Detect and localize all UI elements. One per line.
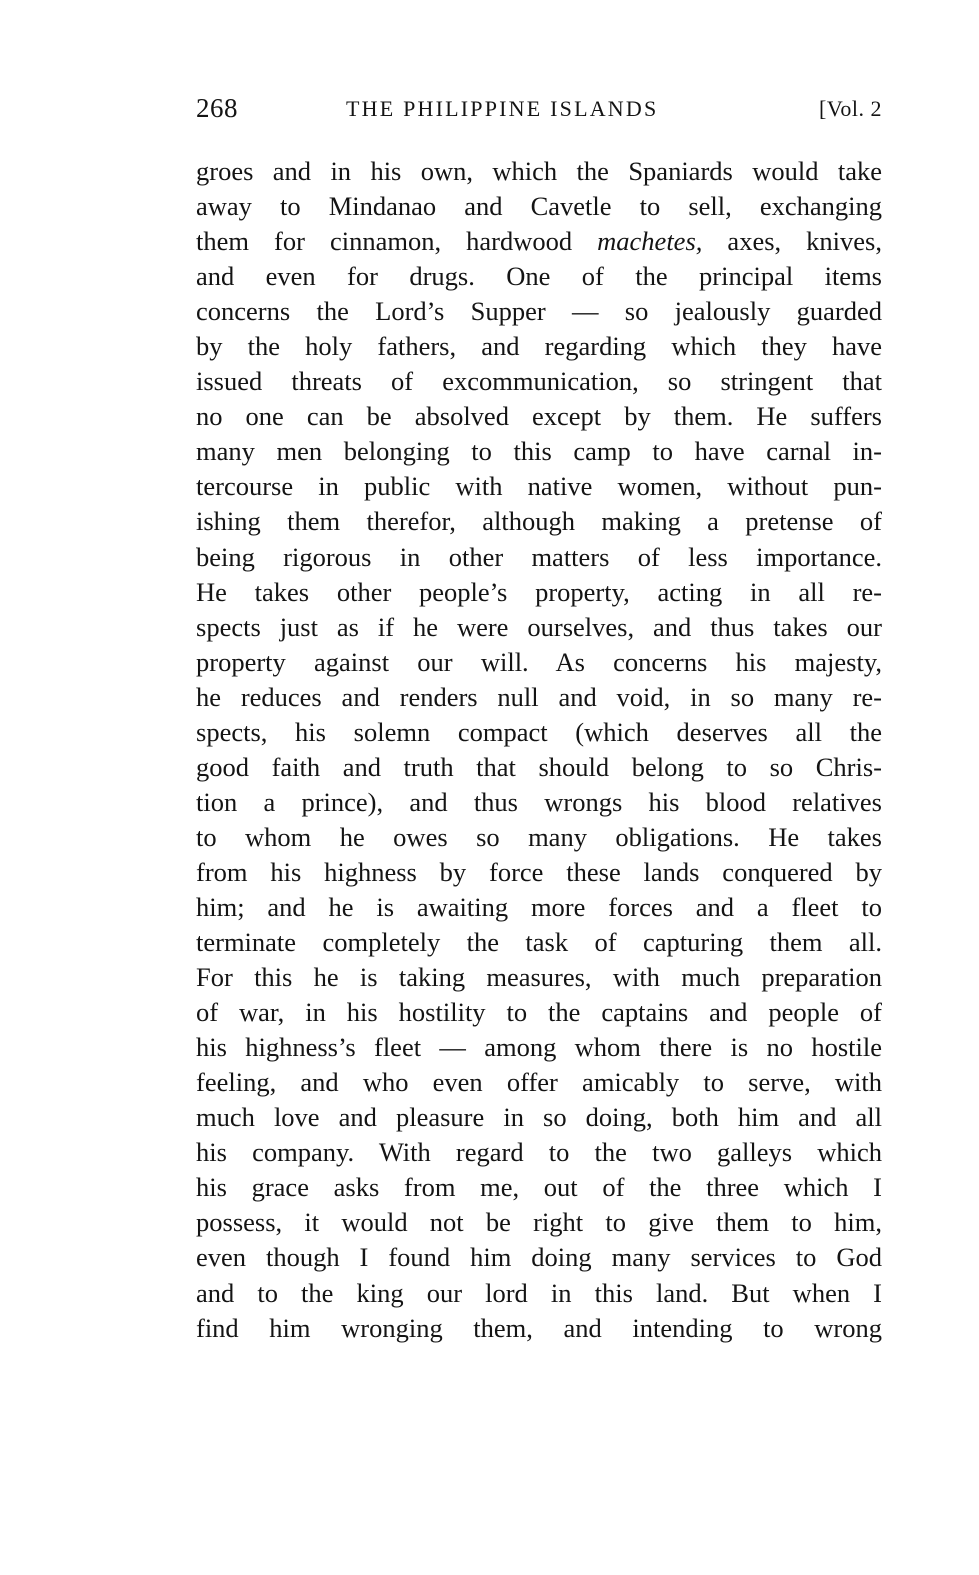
- text-segment: from his highness by force these lands conquered by: [196, 856, 882, 887]
- text-line: [196, 294, 882, 329]
- text-segment: his grace asks from me, out of the three which I: [196, 1172, 882, 1203]
- text-segment: concerns the Lord’s Supper — so jealously guarded: [196, 296, 882, 327]
- text-line: [196, 189, 882, 224]
- text-line: [196, 1311, 882, 1346]
- text-segment: and to the king our lord in this land. But when I: [196, 1277, 882, 1308]
- running-title: THE PHILIPPINE ISLANDS: [346, 96, 659, 121]
- text-line: [196, 469, 882, 504]
- text-line: [196, 1205, 882, 1240]
- italic-term: machetes,: [597, 226, 703, 257]
- text-line: [196, 575, 882, 610]
- text-segment: tercourse in public with native women, without pun-: [196, 471, 882, 502]
- text-line: [196, 960, 882, 995]
- volume-label: [Vol. 2: [819, 96, 882, 121]
- text-line: [196, 259, 882, 294]
- text-segment: tion a prince), and thus wrongs his blood relatives: [196, 786, 882, 817]
- text-segment: ishing them therefor, although making a pretense of: [196, 506, 882, 537]
- text-line: [196, 1030, 882, 1065]
- text-line: [196, 645, 882, 680]
- page-number: 268: [196, 93, 238, 123]
- text-line: [196, 1135, 882, 1170]
- text-line: [196, 399, 882, 434]
- text-line: [196, 540, 882, 575]
- text-line: [196, 925, 882, 960]
- text-segment: to whom he owes so many obligations. He takes: [196, 821, 882, 852]
- text-segment: his company. With regard to the two galleys which: [196, 1137, 882, 1168]
- text-segment: possess, it would not be right to give them to him,: [196, 1207, 882, 1238]
- text-segment: property against our will. As concerns his majesty,: [196, 646, 882, 677]
- text-segment: his highness’s fleet — among whom there is no hostile: [196, 1032, 882, 1063]
- text-line: [196, 785, 882, 820]
- text-segment: He takes other people’s property, acting in all re-: [196, 576, 882, 607]
- text-segment: no one can be absolved except by them. He suffers: [196, 401, 882, 432]
- text-segment: him; and he is awaiting more forces and a fleet to: [196, 891, 882, 922]
- text-line: [196, 1276, 882, 1311]
- text-line: [196, 610, 882, 645]
- text-line: [196, 680, 882, 715]
- text-line: [196, 1240, 882, 1275]
- text-segment: many men belonging to this camp to have carnal in-: [196, 436, 882, 467]
- text-line: [196, 750, 882, 785]
- text-segment: of war, in his hostility to the captains and people of: [196, 997, 882, 1028]
- text-segment: away to Mindanao and Cavetle to sell, exchanging: [196, 191, 882, 222]
- text-line: [196, 1065, 882, 1100]
- text-segment: by the holy fathers, and regarding which they have: [196, 331, 882, 362]
- text-line: [196, 715, 882, 750]
- text-line: [196, 1100, 882, 1135]
- page-header: [196, 93, 882, 127]
- text-segment: spects, his solemn compact (which deserves all the: [196, 716, 882, 747]
- text-line: [196, 364, 882, 399]
- text-segment: axes, knives,: [702, 226, 882, 257]
- text-segment: being rigorous in other matters of less importance.: [196, 541, 882, 572]
- text-line: [196, 890, 882, 925]
- text-segment: feeling, and who even offer amicably to serve, with: [196, 1067, 882, 1098]
- text-segment: issued threats of excommunication, so stringent that: [196, 366, 882, 397]
- text-line: [196, 434, 882, 469]
- text-line: [196, 995, 882, 1030]
- text-segment: groes and in his own, which the Spaniards would take: [196, 156, 882, 186]
- text-segment: spects just as if he were ourselves, and thus takes our: [196, 611, 882, 642]
- text-segment: and even for drugs. One of the principal items: [196, 261, 882, 292]
- body-text: [196, 154, 882, 1346]
- text-line: [196, 329, 882, 364]
- text-segment: good faith and truth that should belong to so Chris-: [196, 751, 882, 782]
- text-line: [196, 855, 882, 890]
- text-line: [196, 154, 882, 189]
- text-segment: terminate completely the task of capturing them all.: [196, 927, 882, 958]
- text-segment: he reduces and renders null and void, in so many re-: [196, 681, 882, 712]
- text-line: [196, 1170, 882, 1205]
- text-line: [196, 820, 882, 855]
- text-line: [196, 224, 882, 259]
- text-segment: find him wronging them, and intending to wrong: [196, 1312, 882, 1343]
- text-segment: much love and pleasure in so doing, both him and all: [196, 1102, 882, 1133]
- text-segment: For this he is taking measures, with much preparation: [196, 962, 882, 993]
- text-segment: them for cinnamon, hardwood: [196, 226, 598, 257]
- text-segment: even though I found him doing many services to God: [196, 1242, 882, 1273]
- text-line: [196, 504, 882, 539]
